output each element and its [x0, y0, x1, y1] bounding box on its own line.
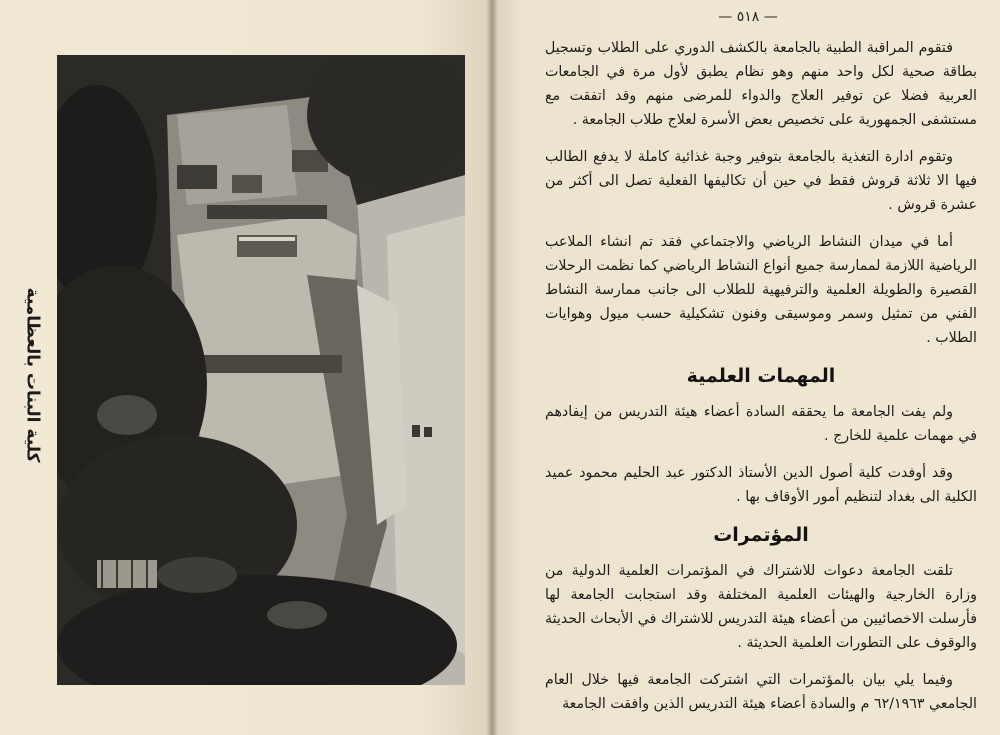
paragraph-medical: فتقوم المراقبة الطبية بالجامعة بالكشف الدوري على الطلاب وتسجيل بطاقة صحية لكل واحد منهم وهو نظام يطبق لأول مرة في الجامعات العربية فضلا عن توفير العلاج والدواء للمرضى منهم وقد اتفقت مع مستشفى الجمهورية على تخصيص بعض الأسرة لعلاج طلاب الجامعة .	[545, 40, 977, 128]
paragraph-conferences: تلقت الجامعة دعوات للاشتراك في المؤتمرات العلمية الدولية من وزارة الخارجية والهيئات العلمية المختلفة وقد استجابت الجامعة لها فأرسلت الاخصائيين من أعضاء هيئة التدريس للاشتراك في الأبحاث الحديثة والوقوف على التطورات العلمية الحديثة .	[545, 563, 977, 651]
paragraph-conference-list: وفيما يلي بيان بالمؤتمرات التي اشتركت الجامعة فيها خلال العام الجامعي ٦٢/١٩٦٣ م والسادة أعضاء هيئة التدريس الذين وافقت الجامعة	[545, 672, 977, 712]
heading-conferences: المؤتمرات	[713, 524, 809, 546]
building-photo-image	[57, 55, 465, 685]
heading-scientific-missions: المهمات العلمية	[686, 365, 836, 387]
left-page	[0, 0, 492, 735]
page-number: — ٥١٨ —	[718, 9, 778, 25]
paragraph-baghdad: وقد أوفدت كلية أصول الدين الأستاذ الدكتور عبد الحليم محمود عميد الكلية الى بغداد لتنظيم أمور الأوقاف بها .	[545, 465, 977, 505]
book-gutter	[486, 0, 498, 735]
paragraph-sports: أما في ميدان النشاط الرياضي والاجتماعي فقد تم انشاء الملاعب الرياضية اللازمة لممارسة جميع أنواع النشاط الرياضي كما نظمت الرحلات القصيرة والطويلة العلمية والترفيهية للطلاب الى جانب ممارسة النشاط الفني من تمثيل وسمر وموسيقى وفنون تشكيلية حسب ميول وهوايات الطلاب .	[545, 234, 977, 346]
photo-caption	[12, 287, 52, 463]
paragraph-missions: ولم يفت الجامعة ما يحققه السادة أعضاء هيئة التدريس من إيفادهم في مهمات علمية للخارج .	[545, 404, 977, 444]
building-photo	[57, 55, 465, 685]
photo-caption-text: كلية البنات بالعظامية	[22, 287, 42, 463]
body-text	[545, 36, 977, 729]
paragraph-nutrition: وتقوم ادارة التغذية بالجامعة بتوفير وجبة غذائية كاملة لا يدفع الطالب فيها الا ثلاثة قروش فقط في حين أن تكاليفها الفعلية تصل الى أكثر من عشرة قروش .	[545, 149, 977, 213]
